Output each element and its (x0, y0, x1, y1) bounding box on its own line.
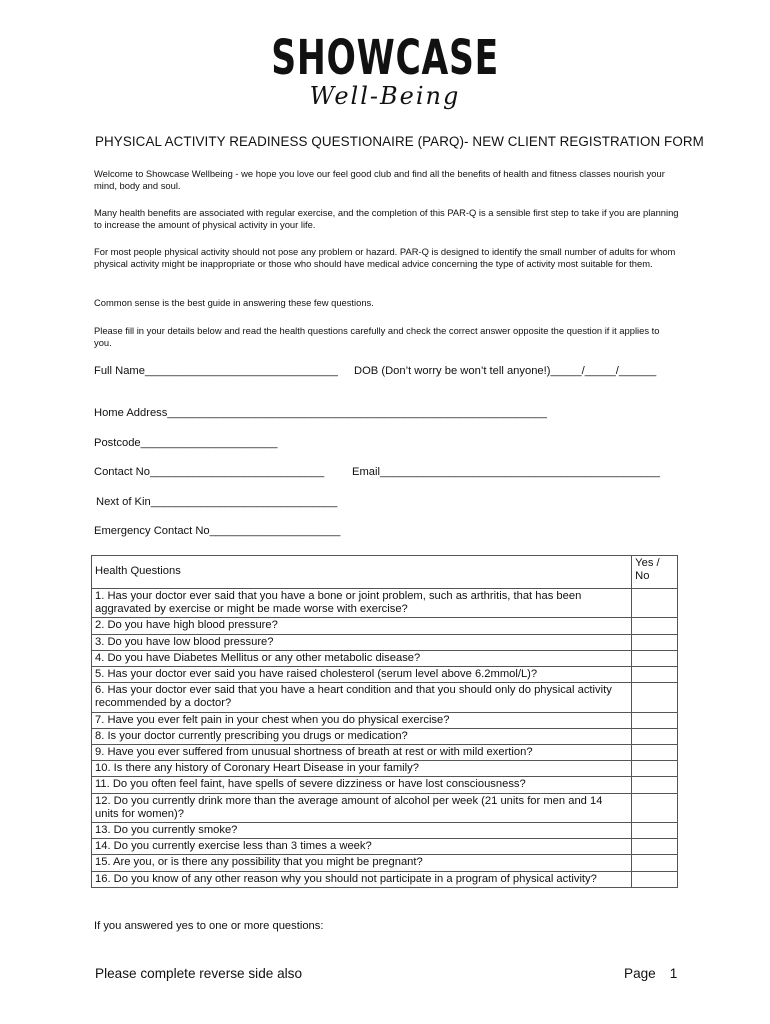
table-row (92, 728, 678, 744)
answer-cell-4[interactable] (632, 650, 678, 666)
follow-up-instruction: If you answered yes to one or more questions: (94, 920, 324, 932)
question-8: 8. Is your doctor currently prescribing you drugs or medication? (92, 728, 632, 744)
intro-paragraph-benefits: Many health benefits are associated with regular exercise, and the completion of this PAR-Q is a sensible first step to take if you are planning to increase the amount of physical activity in your life. (94, 207, 679, 230)
question-3: 3. Do you have low blood pressure? (92, 634, 632, 650)
question-2: 2. Do you have high blood pressure? (92, 618, 632, 634)
health-questions-table (91, 555, 678, 888)
contact-number-field[interactable]: Contact No____________________________ (94, 466, 325, 478)
question-5: 5. Has your doctor ever said you have raised cholesterol (serum level above 6.2mmol/L)? (92, 667, 632, 683)
answer-cell-9[interactable] (632, 745, 678, 761)
question-16: 16. Do you know of any other reason why you should not participate in a program of physical activity? (92, 871, 632, 887)
table-row (92, 777, 678, 793)
postcode-field[interactable]: Postcode______________________ (94, 437, 278, 449)
answer-cell-2[interactable] (632, 618, 678, 634)
answer-cell-13[interactable] (632, 823, 678, 839)
table-row (92, 839, 678, 855)
answer-cell-1[interactable] (632, 589, 678, 618)
question-7: 7. Have you ever felt pain in your chest when you do physical exercise? (92, 712, 632, 728)
table-row (92, 712, 678, 728)
page-number: 1 (669, 966, 678, 981)
email-field[interactable]: Email_____________________________________________ (352, 466, 660, 478)
answer-cell-5[interactable] (632, 667, 678, 683)
table-header-row (92, 556, 678, 589)
table-row (92, 618, 678, 634)
intro-paragraph-risk: For most people physical activity should not pose any problem or hazard. PAR-Q is designed to identify the small number of adults for whom physical activity might be inappropriate or those who should have medical advice concerning the type of activity most suitable for them. (94, 246, 676, 269)
health-questions-header: Health Questions (92, 556, 632, 589)
question-6: 6. Has your doctor ever said that you have a heart condition and that you should only do physical activity recommended by a doctor? (92, 683, 632, 712)
answer-cell-16[interactable] (632, 871, 678, 887)
question-13: 13. Do you currently smoke? (92, 823, 632, 839)
intro-paragraph-welcome: Welcome to Showcase Wellbeing - we hope you love our feel good club and find all the benefits of health and fitness classes nourish your mind, body and soul. (94, 168, 665, 191)
table-row (92, 871, 678, 887)
logo-wordmark: SHOWCASE (271, 30, 499, 86)
question-14: 14. Do you currently exercise less than 3 times a week? (92, 839, 632, 855)
answer-cell-6[interactable] (632, 683, 678, 712)
table-row (92, 683, 678, 712)
reverse-side-note: Please complete reverse side also (95, 966, 303, 981)
answer-cell-12[interactable] (632, 793, 678, 822)
table-row (92, 650, 678, 666)
full-name-field[interactable]: Full Name_______________________________ (94, 365, 338, 377)
intro-paragraph-instructions: Please fill in your details below and read the health questions carefully and check the correct answer opposite the question if it applies to you. (94, 325, 660, 348)
yes-no-header: Yes / No (632, 556, 678, 589)
table-row (92, 855, 678, 871)
table-row (92, 634, 678, 650)
question-15: 15. Are you, or is there any possibility that you might be pregnant? (92, 855, 632, 871)
table-row (92, 823, 678, 839)
table-row (92, 589, 678, 618)
emergency-contact-field[interactable]: Emergency Contact No_____________________ (94, 525, 341, 537)
home-address-field[interactable]: Home Address_____________________________________________________________ (94, 407, 547, 419)
page-indicator (624, 966, 677, 981)
answer-cell-11[interactable] (632, 777, 678, 793)
logo-tagline: Well-Being (309, 82, 461, 110)
table-row (92, 793, 678, 822)
next-of-kin-field[interactable]: Next of Kin______________________________ (96, 496, 338, 508)
question-10: 10. Is there any history of Coronary Heart Disease in your family? (92, 761, 632, 777)
intro-paragraph-common-sense: Common sense is the best guide in answering these few questions. (94, 297, 374, 308)
answer-cell-10[interactable] (632, 761, 678, 777)
question-9: 9. Have you ever suffered from unusual shortness of breath at rest or with mild exertion? (92, 745, 632, 761)
answer-cell-8[interactable] (632, 728, 678, 744)
answer-cell-3[interactable] (632, 634, 678, 650)
showcase-logo (0, 30, 770, 110)
table-row (92, 667, 678, 683)
answer-cell-7[interactable] (632, 712, 678, 728)
page-label: Page (624, 966, 656, 981)
question-12: 12. Do you currently drink more than the average amount of alcohol per week (21 units for men and 14 units for women)? (92, 793, 632, 822)
question-1: 1. Has your doctor ever said that you have a bone or joint problem, such as arthritis, that has been aggravated by exercise or might be made worse with exercise? (92, 589, 632, 618)
question-11: 11. Do you often feel faint, have spells of severe dizziness or have lost consciousness? (92, 777, 632, 793)
answer-cell-15[interactable] (632, 855, 678, 871)
answer-cell-14[interactable] (632, 839, 678, 855)
question-4: 4. Do you have Diabetes Mellitus or any other metabolic disease? (92, 650, 632, 666)
table-row (92, 745, 678, 761)
dob-field[interactable]: DOB (Don’t worry be won’t tell anyone!)_____/_____/______ (354, 365, 657, 377)
form-title: PHYSICAL ACTIVITY READINESS QUESTIONAIRE (PARQ)- NEW CLIENT REGISTRATION FORM (95, 134, 704, 149)
table-row (92, 761, 678, 777)
